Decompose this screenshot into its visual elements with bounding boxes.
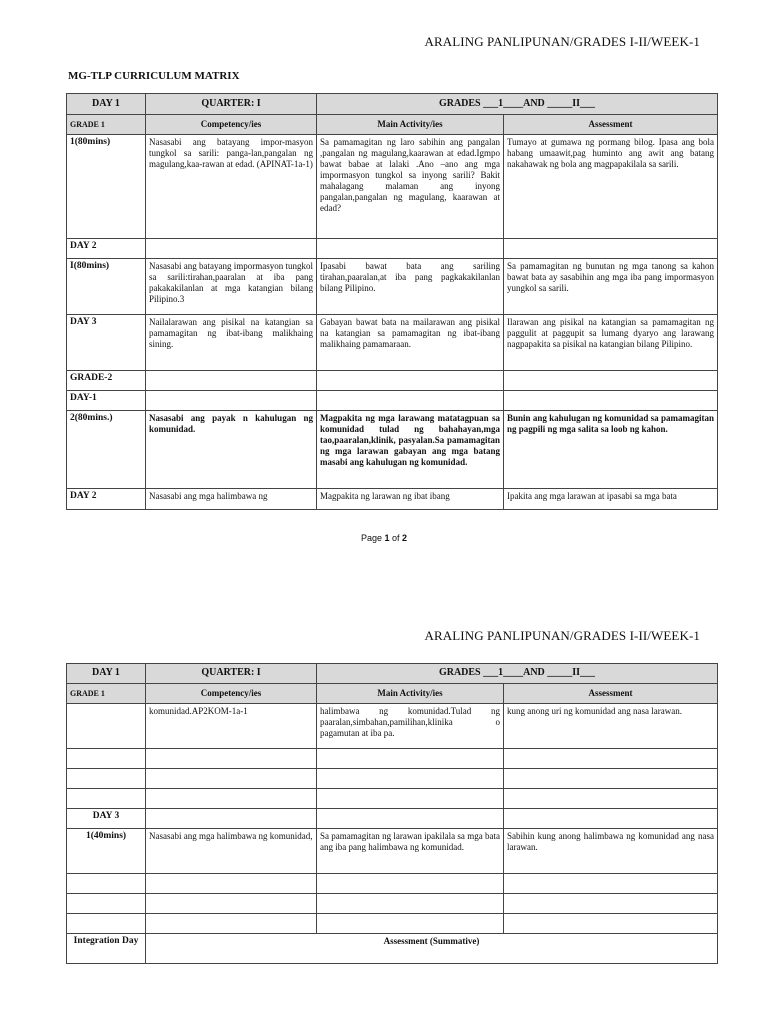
row-label: 2(80mins.) xyxy=(67,411,146,489)
cell-activity xyxy=(317,239,504,259)
head-day: DAY 1 xyxy=(67,94,146,115)
cell-competency xyxy=(146,874,317,894)
cell-activity xyxy=(317,371,504,391)
row-label xyxy=(67,769,146,789)
table-subhead-row xyxy=(67,684,718,704)
cell-activity xyxy=(317,894,504,914)
cell-competency: Nasasabi ang mga halimbawa ng komunidad, xyxy=(146,829,317,874)
cell-competency xyxy=(146,749,317,769)
head-quarter: QUARTER: I xyxy=(146,664,317,684)
integration-day-label: Integration Day xyxy=(67,934,146,964)
page-header: ARALING PANLIPUNAN/GRADES I-II/WEEK-1 xyxy=(424,628,700,643)
head-quarter: QUARTER: I xyxy=(146,94,317,115)
cell-activity: Sa pamamagitan ng laro sabihin ang pangalan ,pangalan ng magulang,kaarawan at edad.Igmpo bawat babae at lalaki .Ano –ano ang mga impormasyon tungkol sa inyong sarili? Bakit mahalagang malaman ang inyong pangalan,pangalan ng magulang, kaarawan at edad? xyxy=(317,135,504,239)
table-subhead-row xyxy=(67,115,718,135)
table-row xyxy=(67,259,718,315)
cell-competency xyxy=(146,894,317,914)
footer-prefix: Page xyxy=(360,533,385,543)
cell-assessment xyxy=(504,769,718,789)
row-label: DAY 3 xyxy=(67,809,146,829)
table-row xyxy=(67,749,718,769)
cell-activity xyxy=(317,789,504,809)
page-footer xyxy=(0,533,768,543)
table-row xyxy=(67,789,718,809)
cell-assessment xyxy=(504,894,718,914)
row-label xyxy=(67,749,146,769)
table-row xyxy=(67,874,718,894)
subhead-grade: GRADE 1 xyxy=(67,115,146,135)
cell-competency xyxy=(146,391,317,411)
row-label: DAY 3 xyxy=(67,315,146,371)
table-head-row xyxy=(67,664,718,684)
document-page-2 xyxy=(0,600,768,1024)
cell-competency xyxy=(146,914,317,934)
cell-assessment xyxy=(504,749,718,769)
cell-competency xyxy=(146,239,317,259)
row-label: 1(80mins) xyxy=(67,135,146,239)
row-label xyxy=(67,894,146,914)
cell-assessment: Ilarawan ang pisikal na katangian sa pamamagitan ng paggulit at paggupit sa lumang dyaryo ang larawang nagpapakita sa pisikal na katangian bilang Pilipino. xyxy=(504,315,718,371)
subhead-competency: Competency/ies xyxy=(146,684,317,704)
cell-assessment xyxy=(504,874,718,894)
table-row xyxy=(67,371,718,391)
row-label: GRADE-2 xyxy=(67,371,146,391)
cell-activity xyxy=(317,749,504,769)
head-grades: GRADES ___1____AND _____II___ xyxy=(317,664,718,684)
subhead-assessment: Assessment xyxy=(504,684,718,704)
cell-competency: komunidad.AP2KOM-1a-1 xyxy=(146,704,317,749)
cell-assessment xyxy=(504,789,718,809)
cell-competency: Nasasabi ang payak n kahulugan ng komunidad. xyxy=(146,411,317,489)
table-row xyxy=(67,411,718,489)
cell-activity: Gabayan bawat bata na mailarawan ang pisikal na katangian sa pamamagitan ng ibat-ibang malikhaing pamamaraan. xyxy=(317,315,504,371)
cell-assessment: Sa pamamagitan ng bunutan ng mga tanong sa kahon bawat bata ay sasabihin ang mga iba pang impormasyon yungkol sa sarili. xyxy=(504,259,718,315)
matrix-title: MG-TLP CURRICULUM MATRIX xyxy=(68,70,240,82)
row-label xyxy=(67,914,146,934)
cell-assessment xyxy=(504,809,718,829)
table-row xyxy=(67,704,718,749)
cell-competency xyxy=(146,371,317,391)
cell-assessment xyxy=(504,914,718,934)
subhead-activity: Main Activity/ies xyxy=(317,115,504,135)
subhead-assessment: Assessment xyxy=(504,115,718,135)
page-gap xyxy=(0,555,768,600)
table-row xyxy=(67,914,718,934)
table-row xyxy=(67,135,718,239)
table-head-row xyxy=(67,94,718,115)
cell-activity xyxy=(317,914,504,934)
curriculum-table xyxy=(66,93,718,510)
cell-competency: Nasasabi ang mga halimbawa ng xyxy=(146,489,317,510)
cell-assessment: Sabihin kung anong halimbawa ng komunidad ang nasa larawan. xyxy=(504,829,718,874)
table-row xyxy=(67,809,718,829)
footer-mid: of xyxy=(389,533,403,543)
row-label xyxy=(67,874,146,894)
cell-activity xyxy=(317,874,504,894)
cell-activity: Magpakita ng larawan ng ibat ibang xyxy=(317,489,504,510)
subhead-competency: Competency/ies xyxy=(146,115,317,135)
row-label: DAY 2 xyxy=(67,489,146,510)
subhead-grade: GRADE 1 xyxy=(67,684,146,704)
cell-activity xyxy=(317,391,504,411)
table-row xyxy=(67,894,718,914)
row-label xyxy=(67,704,146,749)
cell-competency xyxy=(146,809,317,829)
curriculum-table xyxy=(66,663,718,964)
integration-row xyxy=(67,934,718,964)
page-header: ARALING PANLIPUNAN/GRADES I-II/WEEK-1 xyxy=(424,34,700,49)
table-row xyxy=(67,239,718,259)
footer-total-pages: 2 xyxy=(402,533,408,543)
summative-assessment-label: Assessment (Summative) xyxy=(146,934,718,964)
subhead-activity: Main Activity/ies xyxy=(317,684,504,704)
cell-assessment xyxy=(504,391,718,411)
cell-activity xyxy=(317,769,504,789)
cell-competency xyxy=(146,769,317,789)
cell-assessment: Ipakita ang mga larawan at ipasabi sa mga bata xyxy=(504,489,718,510)
footer-current-page: 1 xyxy=(384,533,390,543)
cell-activity xyxy=(317,809,504,829)
row-label: DAY-1 xyxy=(67,391,146,411)
cell-competency xyxy=(146,789,317,809)
cell-assessment: Tumayo at gumawa ng pormang bilog. Ipasa ang bola habang umaawit,pag huminto ang awit ang batang nakahawak ng bola ang magpapakilala sa sarili. xyxy=(504,135,718,239)
table-row xyxy=(67,489,718,510)
row-label xyxy=(67,789,146,809)
head-day: DAY 1 xyxy=(67,664,146,684)
cell-assessment xyxy=(504,239,718,259)
cell-activity: Magpakita ng mga larawang matatagpuan sa komunidad tulad ng bahahayan,mga tao,paaralan,klinik, pasyalan.Sa pamamagitan ng mga larawan gabayan ang mga batang masabi ang kahulugan ng komunidad. xyxy=(317,411,504,489)
table-row xyxy=(67,391,718,411)
cell-activity: Sa pamamagitan ng larawan ipakilala sa mga bata ang iba pang halimbawa ng komunidad. xyxy=(317,829,504,874)
table-row xyxy=(67,829,718,874)
row-label: I(80mins) xyxy=(67,259,146,315)
row-label: DAY 2 xyxy=(67,239,146,259)
row-label: 1(40mins) xyxy=(67,829,146,874)
cell-assessment xyxy=(504,371,718,391)
cell-competency: Nasasabi ang batayang impor-masyon tungkol sa sarili: panga-lan,pangalan ng magulang,kaa-rawan at edad. (APINAT-1a-1) xyxy=(146,135,317,239)
table-row xyxy=(67,769,718,789)
cell-activity: halimbawa ng komunidad.Tulad ng paaralan,simbahan,pamilihan,klinika o pagamutan at iba pa. xyxy=(317,704,504,749)
cell-assessment: Bunin ang kahulugan ng komunidad sa pamamagitan ng pagpili ng mga salita sa loob ng kahon. xyxy=(504,411,718,489)
cell-competency: Nailalarawan ang pisikal na katangian sa pamamagitan ng ibat-ibang malikhaing sining. xyxy=(146,315,317,371)
cell-assessment: kung anong uri ng komunidad ang nasa larawan. xyxy=(504,704,718,749)
cell-competency: Nasasabi ang batayang impormasyon tungkol sa sarili:tirahan,paaralan at iba pang pakakakilanlan at mga katangian bilang Pilipino.3 xyxy=(146,259,317,315)
table-row xyxy=(67,315,718,371)
head-grades: GRADES ___1____AND _____II___ xyxy=(317,94,718,115)
cell-activity: Ipasabi bawat bata ang sariling tirahan,paaralan,at iba pang pagkakakilanlan bilang Pilipino. xyxy=(317,259,504,315)
